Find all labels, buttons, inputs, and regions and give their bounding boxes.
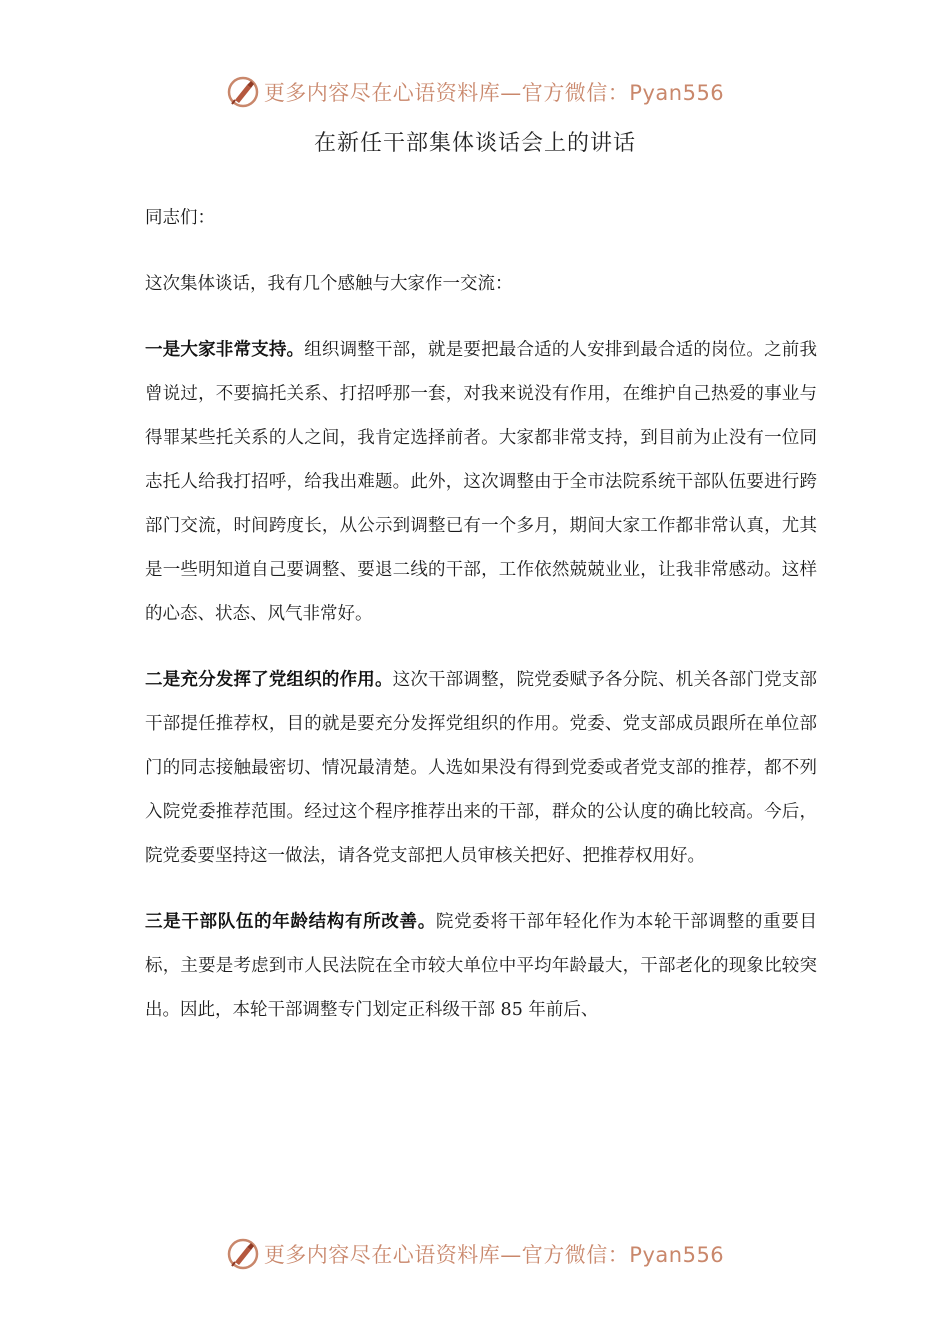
- intro-paragraph: 这次集体谈话，我有几个感触与大家作一交流：: [145, 274, 513, 294]
- point-paragraph-3: [145, 900, 817, 1032]
- point-heading-1: 一是大家非常支持。: [145, 340, 305, 360]
- point-paragraph-2: [145, 658, 817, 878]
- watermark-banner-bottom: [0, 1234, 950, 1274]
- watermark-text: 更多内容尽在心语资料库—官方微信：Pyan556: [263, 81, 725, 105]
- document-body: [145, 196, 817, 1054]
- page-title: 在新任干部集体谈话会上的讲话: [313, 131, 636, 156]
- point-body-1: 组织调整干部，就是要把最合适的人安排到最合适的岗位。之前我曾说过，不要搞托关系、打招呼那一套，对我来说没有作用，在维护自己热爱的事业与得罪某些托关系的人之间，我肯定选择前者。大家都非常支持，到目前为止没有一位同志托人给我打招呼，给我出难题。此外，这次调整由于全市法院系统干部队伍要进行跨部门交流，时间跨度长，从公示到调整已有一个多月，期间大家工作都非常认真，尤其是一些明知道自己要调整、要退二线的干部，工作依然兢兢业业，让我非常感动。这样的心态、状态、风气非常好。: [145, 340, 817, 624]
- point-heading-2: 二是充分发挥了党组织的作用。: [145, 670, 393, 690]
- point-heading-3: 三是干部队伍的年龄结构有所改善。: [145, 912, 436, 932]
- point-body-2: 这次干部调整，院党委赋予各分院、机关各部门党支部干部提任推荐权，目的就是要充分发挥党组织的作用。党委、党支部成员跟所在单位部门的同志接触最密切、情况最清楚。人选如果没有得到党委或者党支部的推荐，都不列入院党委推荐范围。经过这个程序推荐出来的干部，群众的公认度的确比较高。今后，院党委要坚持这一做法，请各党支部把人员审核关把好、把推荐权用好。: [145, 670, 818, 866]
- salutation: 同志们：: [145, 208, 215, 228]
- fountain-pen-logo-icon: [226, 1237, 260, 1271]
- watermark-text: 更多内容尽在心语资料库—官方微信：Pyan556: [263, 1243, 725, 1267]
- fountain-pen-logo-icon: [226, 75, 260, 109]
- watermark-banner-top: [0, 72, 950, 112]
- point-paragraph-1: [145, 328, 817, 636]
- point-body-3: 院党委将干部年轻化作为本轮干部调整的重要目标，主要是考虑到市人民法院在全市较大单位中平均年龄最大，干部老化的现象比较突出。因此，本轮干部调整专门划定正科级干部 85 年前后、: [145, 912, 818, 1020]
